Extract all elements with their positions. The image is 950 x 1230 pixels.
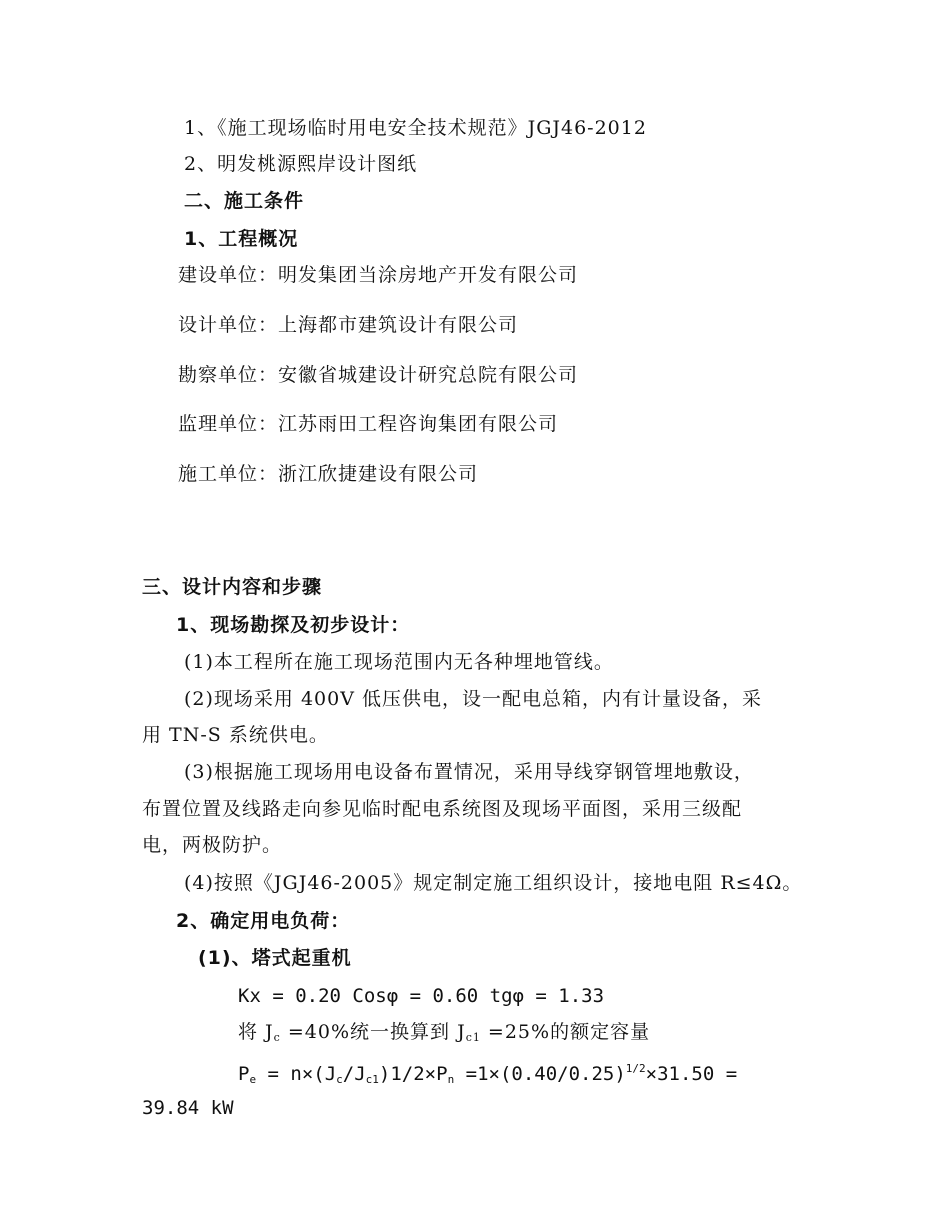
paragraph-3-line-3: 电，两极防护。 <box>142 834 283 856</box>
formula-line <box>238 1057 737 1092</box>
paragraph-3-line-2: 布置位置及线路走向参见临时配电系统图及现场平面图，采用三级配 <box>142 798 743 820</box>
unit-line-design: 设计单位：上海都市建筑设计有限公司 <box>178 314 519 336</box>
section-heading-3: 三、设计内容和步骤 <box>142 576 323 598</box>
conversion-line <box>238 1020 650 1050</box>
paragraph-2-line-1: (2)现场采用 400V 低压供电，设一配电总箱，内有计量设备，采 <box>184 688 762 710</box>
formula-sub-c: c <box>336 1073 343 1086</box>
section-heading-2: 二、施工条件 <box>184 190 305 212</box>
paragraph-3-line-1: (3)根据施工现场用电设备布置情况，采用导线穿钢管埋地敷设， <box>184 761 754 783</box>
formula-sub-n: n <box>447 1073 455 1086</box>
subsection-heading-survey: 1、现场勘探及初步设计： <box>176 614 411 636</box>
subsection-heading-overview: 1、工程概况 <box>184 228 299 250</box>
formula-sup-exponent: 1/2 <box>625 1062 646 1075</box>
formula-sub-c1: c1 <box>365 1073 379 1086</box>
reference-line-1: 1、《施工现场临时用电安全技术规范》JGJ46-2012 <box>184 117 647 139</box>
unit-line-survey: 勘察单位：安徽省城建设计研究总院有限公司 <box>178 364 579 386</box>
conversion-text-a: 将 J <box>238 1021 274 1043</box>
paragraph-1: (1)本工程所在施工现场范围内无各种埋地管线。 <box>184 651 614 673</box>
formula-part-f: ×31.50 = <box>645 1063 738 1085</box>
unit-line-supervision: 监理单位：江苏雨田工程咨询集团有限公司 <box>178 413 559 435</box>
formula-p: P <box>238 1063 250 1085</box>
paragraph-4: (4)按照《JGJ46-2005》规定制定施工组织设计，接地电阻 R≤4Ω。 <box>184 872 803 894</box>
reference-line-2: 2、明发桃源熙岸设计图纸 <box>184 153 418 175</box>
formula-result: 39.84 kW <box>142 1097 234 1119</box>
paragraph-2-line-2: 用 TN-S 系统供电。 <box>142 724 329 746</box>
subsection-heading-tower-crane: (1)、塔式起重机 <box>198 947 352 969</box>
conversion-text-c: =25%的额定容量 <box>480 1021 651 1043</box>
subsection-heading-load: 2、确定用电负荷： <box>176 910 351 932</box>
conversion-sub-c: c <box>273 1031 281 1044</box>
conversion-sub-c1: c1 <box>465 1031 481 1044</box>
coefficient-line: Kx = 0.20 Cosφ = 0.60 tgφ = 1.33 <box>238 985 605 1007</box>
formula-part-c: /J <box>342 1063 366 1085</box>
formula-sub-e: e <box>249 1073 257 1086</box>
unit-line-construction: 建设单位：明发集团当涂房地产开发有限公司 <box>178 264 579 286</box>
formula-part-e: =1×(0.40/0.25) <box>454 1063 626 1085</box>
formula-part-d: )1/2×P <box>378 1063 448 1085</box>
unit-line-contractor: 施工单位：浙江欣捷建设有限公司 <box>178 463 479 485</box>
formula-part-b: = n×(J <box>256 1063 337 1085</box>
conversion-text-b: =40%统一换算到 J <box>280 1021 466 1043</box>
